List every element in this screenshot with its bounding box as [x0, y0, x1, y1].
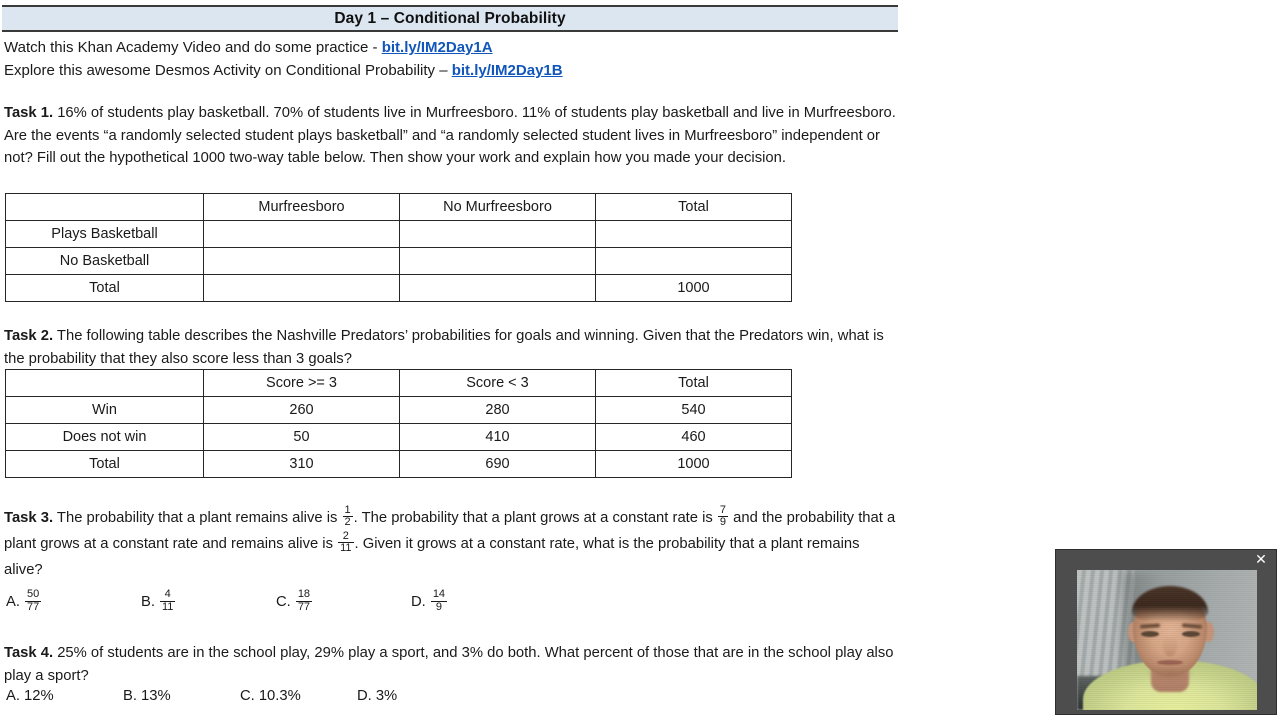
task-3-seg-2: . The probability that a plant grows at a constant rate is — [353, 510, 717, 526]
choice-fraction — [431, 589, 447, 613]
fraction-numerator: 50 — [26, 588, 40, 600]
task-4-label: Task 4. — [4, 645, 54, 661]
table1-header-1: Murfreesboro — [204, 194, 400, 221]
intro-line-1-prefix: Watch this Khan Academy Video and do some practice - — [4, 39, 382, 56]
task-3-paragraph — [4, 505, 897, 583]
task-3-choice-a[interactable] — [6, 590, 141, 614]
task-2-label: Task 2. — [4, 328, 54, 344]
choice-label: B. — [123, 688, 137, 704]
table2-r2-c2: 690 — [400, 451, 596, 478]
task-4-paragraph — [4, 642, 897, 687]
task-3-choice-b[interactable] — [141, 590, 276, 614]
task-3-choice-c[interactable] — [276, 590, 411, 614]
choice-value: 13% — [140, 688, 171, 704]
task-4-choice-b[interactable] — [123, 688, 240, 704]
table-row — [6, 221, 792, 248]
table2-header-2: Score < 3 — [400, 370, 596, 397]
webcam-overlay-panel[interactable] — [1055, 549, 1277, 715]
task-3-fraction-3 — [338, 531, 353, 555]
fraction-denominator: 77 — [26, 600, 40, 613]
table1-r2-c1[interactable] — [204, 275, 400, 302]
table1-r1-c1[interactable] — [204, 248, 400, 275]
table2-header-3: Total — [596, 370, 792, 397]
table2-r1-c3: 460 — [596, 424, 792, 451]
table-header-row — [6, 370, 792, 397]
table2-r2-c0: Total — [6, 451, 204, 478]
intro-links-block — [4, 36, 900, 82]
task-2-paragraph — [4, 325, 897, 370]
fraction-numerator: 14 — [432, 588, 446, 600]
task-3-seg-3: and the probability that a plant grows at a constant rate and remains alive is — [4, 510, 896, 552]
table-row — [6, 424, 792, 451]
table2-r0-c0: Win — [6, 397, 204, 424]
fraction-denominator: 2 — [344, 516, 351, 529]
fraction-denominator: 11 — [340, 542, 352, 555]
task-4-choice-d[interactable] — [357, 688, 474, 704]
task-1-paragraph — [4, 102, 897, 170]
intro-line-2-prefix: Explore this awesome Desmos Activity on Conditional Probability – — [4, 62, 452, 79]
table2-r1-c0: Does not win — [6, 424, 204, 451]
table1-r2-c2[interactable] — [400, 275, 596, 302]
task-4-choice-a[interactable] — [6, 688, 123, 704]
table2-header-0 — [6, 370, 204, 397]
task-3-label: Task 3. — [4, 510, 54, 526]
intro-line-1 — [4, 36, 900, 59]
webcam-person-mouth — [1157, 660, 1183, 665]
table-row — [6, 397, 792, 424]
table2-r1-c2: 410 — [400, 424, 596, 451]
table2-r1-c1: 50 — [204, 424, 400, 451]
choice-fraction — [296, 589, 312, 613]
task-1-text: 16% of students play basketball. 70% of students live in Murfreesboro. 11% of students play basketball and live in Murfreesboro. Are the events “a randomly selected student plays basketball” and “a randomly selected student lives in Murfreesboro” independent or not? Fill out the hypothetical 1000 two-way table below. Then show your work and explain how you made your decision. — [4, 105, 896, 166]
fraction-denominator: 77 — [297, 600, 311, 613]
task-3-seg-1: The probability that a plant remains alive is — [53, 510, 342, 526]
webcam-person-chin-shadow — [1147, 666, 1193, 680]
task-4-text: 25% of students are in the school play, 29% play a sport, and 3% do both. What percent of those that are in the school play also play a sport? — [4, 645, 894, 684]
table2-r0-c3: 540 — [596, 397, 792, 424]
task-4-choice-c[interactable] — [240, 688, 357, 704]
webcam-person-eye-left — [1141, 631, 1159, 637]
table1-r0-c2[interactable] — [400, 221, 596, 248]
webcam-video-feed — [1077, 570, 1257, 710]
webcam-person-nose — [1163, 634, 1177, 656]
fraction-numerator: 7 — [719, 503, 727, 516]
table1-r1-c0: No Basketball — [6, 248, 204, 275]
table2-r2-c3: 1000 — [596, 451, 792, 478]
task-3-choice-list — [6, 590, 606, 614]
fraction-denominator: 11 — [161, 600, 174, 613]
choice-value: 10.3% — [258, 688, 301, 704]
page-title: Day 1 – Conditional Probability — [334, 9, 566, 27]
choice-label: B. — [141, 594, 155, 611]
choice-fraction — [160, 589, 175, 613]
table1-r1-c2[interactable] — [400, 248, 596, 275]
choice-value: 3% — [375, 688, 398, 704]
task-3-choice-d[interactable] — [411, 590, 546, 614]
table1-header-2: No Murfreesboro — [400, 194, 596, 221]
task-4-choice-list — [6, 688, 606, 704]
fraction-numerator: 1 — [344, 503, 351, 516]
fraction-numerator: 18 — [297, 588, 311, 600]
khan-academy-link[interactable]: bit.ly/IM2Day1A — [381, 39, 493, 56]
choice-label: D. — [357, 688, 372, 704]
webcam-person-eye-right — [1182, 631, 1200, 637]
table1-r1-c3[interactable] — [596, 248, 792, 275]
table1-r0-c3[interactable] — [596, 221, 792, 248]
close-icon[interactable]: ✕ — [1255, 552, 1267, 568]
table1-r2-c3[interactable]: 1000 — [596, 275, 792, 302]
fraction-numerator: 4 — [164, 588, 171, 600]
task-3-fraction-2 — [718, 505, 728, 529]
table1-r0-c1[interactable] — [204, 221, 400, 248]
intro-line-2 — [4, 59, 900, 82]
choice-label: C. — [240, 688, 255, 704]
fraction-denominator: 9 — [431, 601, 447, 614]
table2-r0-c2: 280 — [400, 397, 596, 424]
table2-header-1: Score >= 3 — [204, 370, 400, 397]
table1-r2-c0: Total — [6, 275, 204, 302]
table1-header-0 — [6, 194, 204, 221]
task-3-fraction-1 — [343, 505, 353, 529]
fraction-denominator: 9 — [719, 516, 727, 529]
desmos-activity-link[interactable]: bit.ly/IM2Day1B — [451, 62, 563, 79]
task-3-seg-4: . Given it grows at a constant rate, what is the probability that a plant remains alive? — [4, 536, 860, 578]
table-header-row — [6, 194, 792, 221]
task-2-two-way-table — [5, 369, 792, 478]
choice-label: D. — [411, 594, 426, 611]
table-row — [6, 275, 792, 302]
table1-header-3: Total — [596, 194, 792, 221]
choice-label: A. — [6, 594, 20, 611]
task-2-text: The following table describes the Nashville Predators’ probabilities for goals and winning. Given that the Predators win, what is the probability that they also score less than 3 goals? — [4, 328, 884, 367]
table1-r0-c0: Plays Basketball — [6, 221, 204, 248]
choice-label: A. — [6, 688, 20, 704]
table-row — [6, 451, 792, 478]
document-title-bar — [2, 5, 898, 32]
table2-r0-c1: 260 — [204, 397, 400, 424]
choice-label: C. — [276, 594, 291, 611]
table2-r2-c1: 310 — [204, 451, 400, 478]
task-1-label: Task 1. — [4, 105, 54, 121]
choice-value: 12% — [23, 688, 54, 704]
choice-fraction — [25, 589, 41, 613]
fraction-numerator: 2 — [342, 529, 349, 542]
table-row — [6, 248, 792, 275]
task-1-two-way-table — [5, 193, 792, 302]
